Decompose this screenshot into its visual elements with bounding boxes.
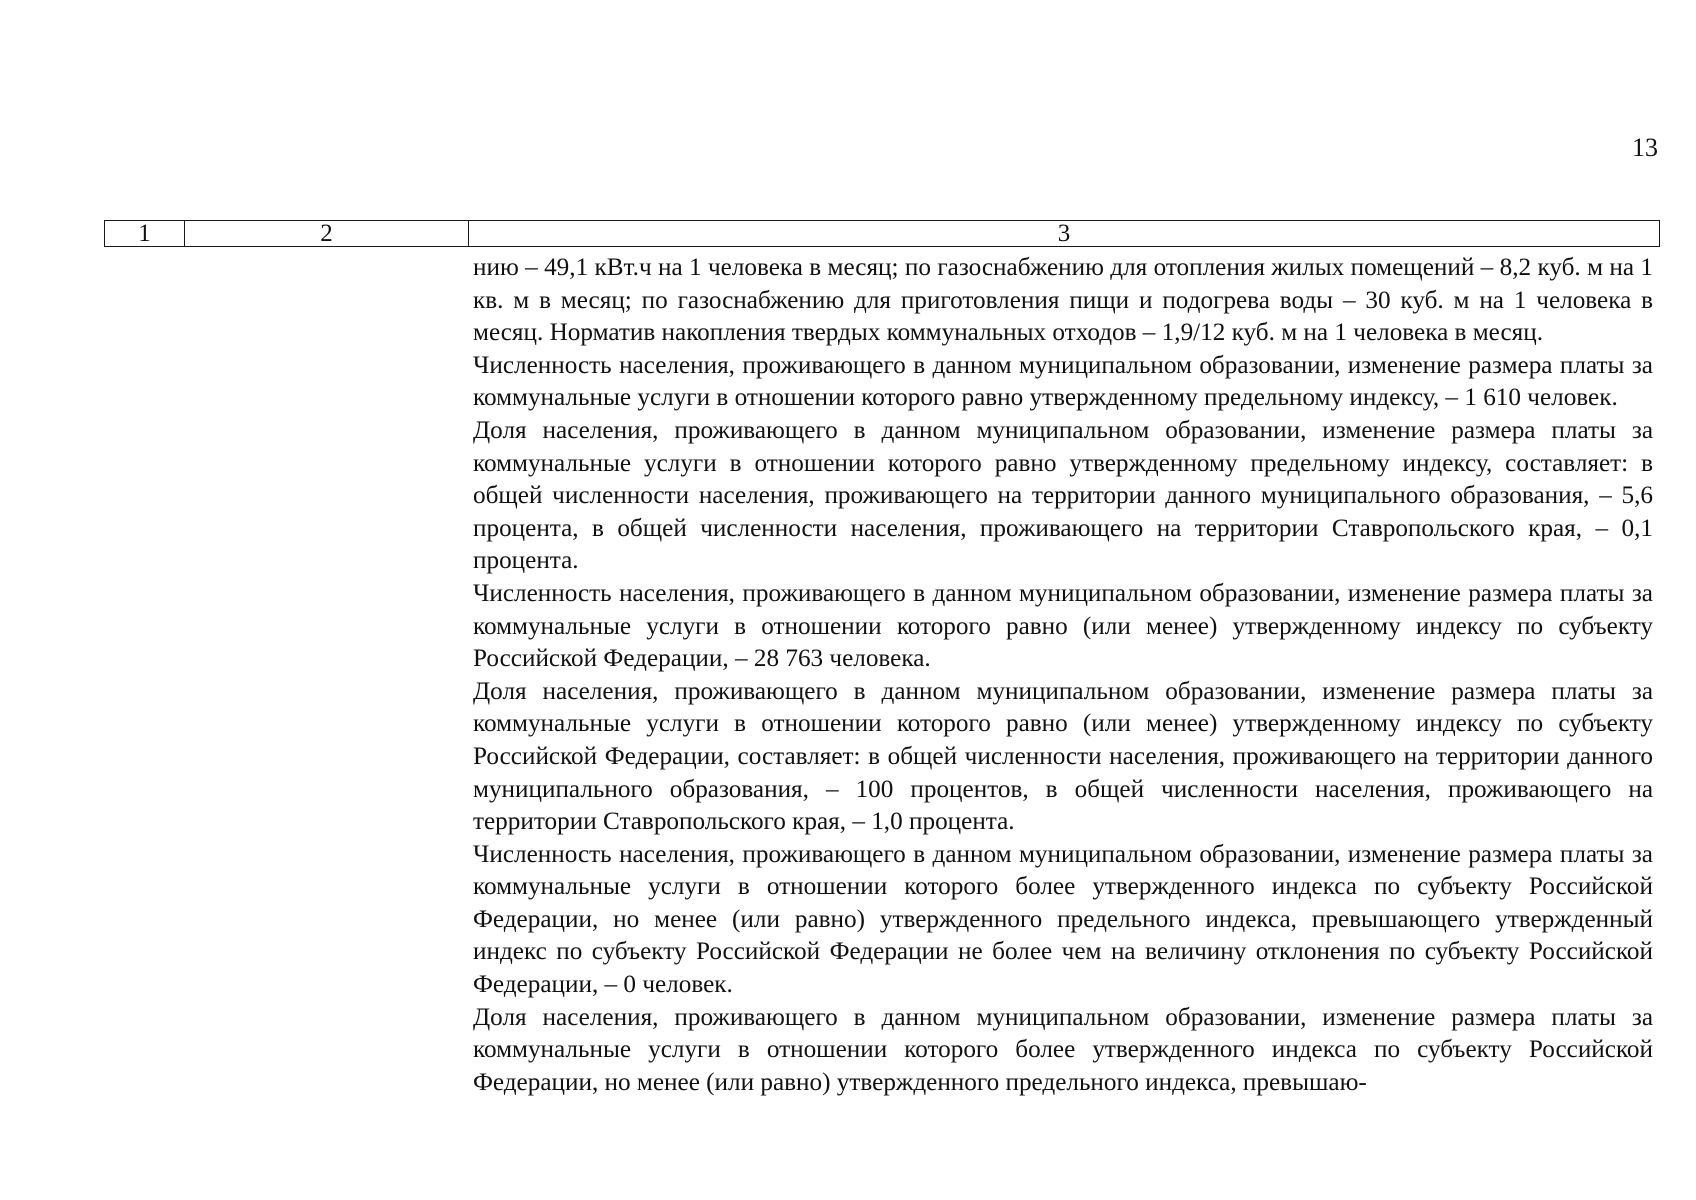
paragraph: Доля населения, проживающего в данном муниципальном образовании, изменение размера платы за коммунальные услуги в отношении которого более утвержденного индекса по субъекту Российской Федерации, но менее (или равно) утвержденного предельного индекса, превышаю- [473,1003,1653,1096]
column-header-table [104,220,1660,247]
page-number: 13 [1632,133,1658,162]
column-header-1: 1 [105,221,185,247]
column-header-2: 2 [185,221,469,247]
column-header-3: 3 [469,221,1660,247]
paragraph: Численность населения, проживающего в данном муниципальном образовании, изменение размера платы за коммунальные услуги в отношении которого более утвержденного индекса по субъекту Российской Федерации, но менее (или равно) утвержденного предельного индекса, превышающего утвержденный индекс по субъекту Российской Федерации не более чем на величину отклонения по субъекту Российской Федерации, – 0 человек. [473,840,1653,999]
column-header-row [105,221,1660,247]
paragraph: Доля населения, проживающего в данном муниципальном образовании, изменение размера платы за коммунальные услуги в отношении которого равно (или менее) утвержденному индексу по субъекту Российской Федерации, составляет: в общей численности населения, проживающего на территории данного муниципального образования, – 100 процентов, в общей численности населения, проживающего на территории Ставропольского края, – 1,0 процента. [473,677,1653,836]
paragraph: Численность населения, проживающего в данном муниципальном образовании, изменение размера платы за коммунальные услуги в отношении которого равно утвержденному предельному индексу, – 1 610 человек. [473,351,1653,412]
paragraph: нию – 49,1 кВт.ч на 1 человека в месяц; по газоснабжению для отопления жилых помещений – 8,2 куб. м на 1 кв. м в месяц; по газоснабжению для приготовления пищи и подогрева воды – 30 куб. м на 1 человека в месяц. Норматив накопления твердых коммунальных отходов – 1,9/12 куб. м на 1 человека в месяц. [473,254,1653,347]
column-3-content [473,252,1653,1099]
paragraph: Доля населения, проживающего в данном муниципальном образовании, изменение размера платы за коммунальные услуги в отношении которого равно утвержденному предельному индексу, составляет: в общей численности населения, проживающего на территории данного муниципального образования, – 5,6 процента, в общей численности населения, проживающего на территории Ставропольского края, – 0,1 процента. [473,416,1653,575]
paragraph: Численность населения, проживающего в данном муниципальном образовании, изменение размера платы за коммунальные услуги в отношении которого равно (или менее) утвержденному индексу по субъекту Российской Федерации, – 28 763 человека. [473,579,1653,673]
